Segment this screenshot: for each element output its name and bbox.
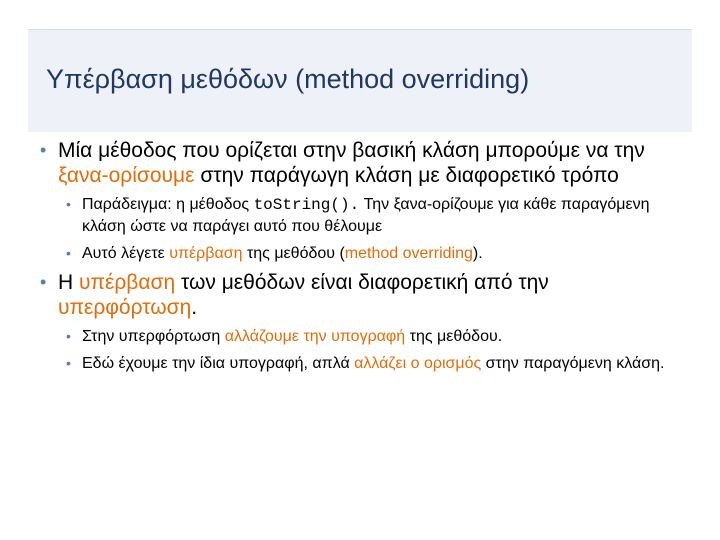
bullet-icon: • bbox=[66, 328, 71, 344]
bullet-list bbox=[30, 138, 690, 380]
sub-bullet-item bbox=[30, 194, 690, 237]
code-text: toString(). bbox=[253, 196, 360, 214]
sub-bullet-item bbox=[30, 326, 690, 347]
bullet-text: Η υπέρβαση των μεθόδων είναι διαφορετική από την υπερφόρτωση. bbox=[58, 271, 549, 319]
bullet-text: Αυτό λέγετε υπέρβαση της μεθόδου (method overriding). bbox=[82, 245, 483, 262]
sub-bullet-item bbox=[30, 353, 690, 374]
highlight-text: αλλάζει ο ορισμός bbox=[354, 355, 482, 372]
bullet-text: Εδώ έχουμε την ίδια υπογραφή, απλά αλλάζει ο ορισμός στην παραγόμενη κλάση. bbox=[82, 355, 665, 372]
bullet-icon: • bbox=[66, 355, 71, 371]
bullet-text: Παράδειγμα: η μέθοδος toString(). Την ξανα-ορίζουμε για κάθε παραγόμενη κλάση ώστε να παράγει αυτό που θέλουμε bbox=[82, 196, 650, 235]
highlight-text: υπερφόρτωση bbox=[58, 296, 192, 319]
bullet-icon: • bbox=[66, 196, 71, 212]
bullet-text: Μία μέθοδος που ορίζεται στην βασική κλάση μπορούμε να την ξανα-ορίσουμε στην παράγωγη κλάση με διαφορετικό τρόπο bbox=[58, 139, 645, 187]
bullet-item bbox=[30, 270, 690, 320]
slide-title: Υπέρβαση μεθόδων (method overriding) bbox=[46, 64, 530, 94]
bullet-text: Στην υπερφόρτωση αλλάζουμε την υπογραφή της μεθόδου. bbox=[82, 328, 503, 345]
highlight-text: υπέρβαση bbox=[169, 245, 243, 262]
highlight-text: αλλάζουμε την υπογραφή bbox=[224, 328, 406, 345]
bullet-item bbox=[30, 138, 690, 188]
bullet-icon: • bbox=[40, 272, 47, 292]
highlight-text: ξανα-ορίσουμε bbox=[58, 164, 195, 187]
bullet-icon: • bbox=[66, 245, 71, 261]
sub-bullet-item bbox=[30, 243, 690, 264]
highlight-text: υπέρβαση bbox=[79, 271, 176, 294]
highlight-text: method overriding bbox=[344, 245, 473, 262]
bullet-icon: • bbox=[40, 140, 47, 160]
